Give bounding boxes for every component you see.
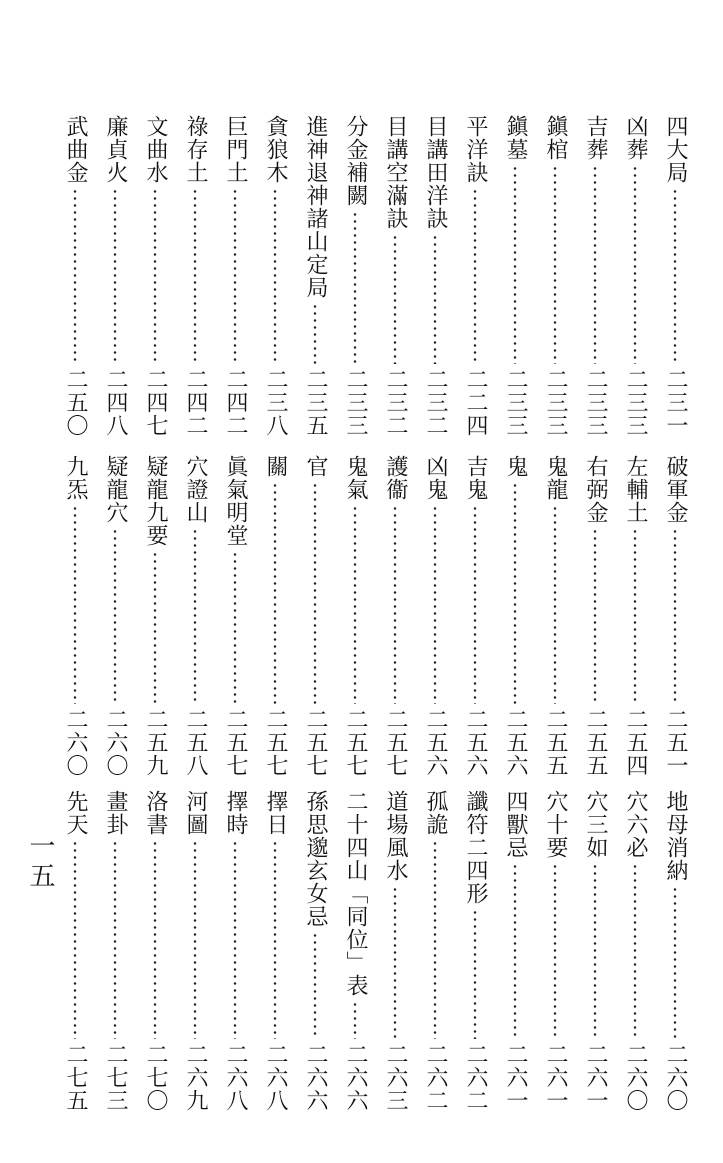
dot-leader [193, 840, 197, 1039]
toc-entry [176, 115, 215, 437]
toc-entry [176, 455, 215, 777]
toc-entry-page: 二六〇 [103, 708, 128, 777]
dot-leader [553, 863, 557, 1039]
toc-entry-page: 二五六 [423, 708, 448, 777]
toc-entry-page: 二六一 [503, 1043, 528, 1112]
toc-entry-title: 巨門土 [223, 115, 248, 184]
toc-entry-page: 二六二 [463, 1043, 488, 1112]
dot-leader [433, 505, 437, 704]
toc-entry [216, 455, 255, 777]
toc-entry-page: 二六二 [423, 1043, 448, 1112]
toc-entry-title: 穴三如 [583, 790, 608, 859]
dot-leader [553, 165, 557, 364]
dot-leader [233, 188, 237, 364]
toc-entry-page: 二五四 [623, 708, 648, 777]
toc-entry-page: 二五八 [183, 708, 208, 777]
dot-leader [73, 188, 77, 364]
toc-entry-page: 二三五 [303, 368, 328, 437]
toc-entry-page: 二三八 [263, 368, 288, 437]
toc-entry-title: 眞氣明堂 [223, 455, 248, 547]
toc-entry [616, 455, 655, 777]
toc-entry-title: 洛書 [143, 790, 168, 836]
toc-entry [576, 115, 615, 437]
toc-entry [136, 790, 175, 1112]
toc-entry [336, 455, 375, 777]
toc-entry [336, 790, 375, 1112]
dot-leader [273, 840, 277, 1039]
page-number: 一五 [25, 832, 55, 892]
dot-leader [153, 188, 157, 364]
toc-entry [176, 790, 215, 1112]
toc-entry-title: 地母消納 [663, 790, 688, 882]
toc-entry [376, 790, 415, 1112]
dot-leader [393, 886, 397, 1039]
toc-entry-page: 二七〇 [143, 1043, 168, 1112]
toc-entry-page: 二五七 [223, 708, 248, 777]
toc-entry [616, 115, 655, 437]
dot-leader [113, 188, 117, 364]
toc-block-lower [55, 790, 695, 1112]
toc-entry-page: 二六〇 [663, 1043, 688, 1112]
toc-entry-page: 二六八 [263, 1043, 288, 1112]
toc-entry [656, 455, 695, 777]
toc-entry-page: 二三二 [383, 368, 408, 437]
toc-entry-title: 四大局 [663, 115, 688, 184]
toc-entry-title: 疑龍九要 [143, 455, 168, 547]
toc-entry-page: 二四七 [143, 368, 168, 437]
dot-leader [473, 505, 477, 704]
toc-entry-page: 二七三 [103, 1043, 128, 1112]
toc-entry-title: 畫卦 [103, 790, 128, 836]
toc-entry-title: 分金補闕 [343, 115, 368, 207]
toc-entry [256, 455, 295, 777]
dot-leader [113, 840, 117, 1039]
toc-entry-title: 二十四山「同位」表 [343, 790, 368, 997]
toc-entry-title: 凶葬 [623, 115, 648, 161]
toc-entry [496, 790, 535, 1112]
toc-entry-title: 右弼金 [583, 455, 608, 524]
dot-leader [433, 840, 437, 1039]
toc-entry-title: 孤詭 [423, 790, 448, 836]
toc-entry-title: 穴十要 [543, 790, 568, 859]
toc-entry [416, 790, 455, 1112]
toc-entry [576, 455, 615, 777]
dot-leader [633, 528, 637, 704]
dot-leader [433, 234, 437, 364]
toc-entry-title: 文曲水 [143, 115, 168, 184]
toc-entry [536, 115, 575, 437]
toc-entry-page: 二三三 [503, 368, 528, 437]
toc-entry-page: 二二四 [463, 368, 488, 437]
toc-entry-title: 擇時 [223, 790, 248, 836]
toc-entry [96, 790, 135, 1112]
toc-entry-title: 鎭墓 [503, 115, 528, 161]
toc-entry-page: 二三三 [583, 368, 608, 437]
toc-entry-title: 九炁 [63, 455, 88, 501]
toc-entry [96, 115, 135, 437]
dot-leader [473, 188, 477, 364]
toc-entry [296, 455, 335, 777]
toc-entry-title: 河圖 [183, 790, 208, 836]
toc-entry-page: 二六〇 [63, 708, 88, 777]
toc-block-middle [55, 455, 695, 777]
dot-leader [233, 840, 237, 1039]
toc-entry-page: 二五五 [583, 708, 608, 777]
toc-entry-title: 孫思邈玄女忌 [303, 790, 328, 928]
toc-entry [256, 790, 295, 1112]
dot-leader [673, 188, 677, 364]
dot-leader [633, 863, 637, 1039]
toc-entry-title: 祿存土 [183, 115, 208, 184]
toc-entry-title: 武曲金 [63, 115, 88, 184]
toc-entry [296, 115, 335, 437]
toc-entry [376, 455, 415, 777]
toc-entry-title: 吉葬 [583, 115, 608, 161]
dot-leader [313, 932, 317, 1039]
toc-entry-title: 貪狼木 [263, 115, 288, 184]
toc-entry-title: 目講空滿訣 [383, 115, 408, 230]
dot-leader [113, 528, 117, 704]
dot-leader [353, 211, 357, 364]
toc-entry-title: 道場風水 [383, 790, 408, 882]
toc-entry-title: 穴六必 [623, 790, 648, 859]
toc-entry-page: 二三三 [623, 368, 648, 437]
dot-leader [73, 840, 77, 1039]
toc-entry [136, 455, 175, 777]
toc-entry-title: 廉貞火 [103, 115, 128, 184]
toc-entry [56, 115, 95, 437]
toc-entry-page: 二四二 [223, 368, 248, 437]
toc-entry [616, 790, 655, 1112]
dot-leader [313, 303, 317, 364]
toc-entry [136, 115, 175, 437]
dot-leader [273, 188, 277, 364]
dot-leader [353, 1001, 357, 1039]
toc-entry [336, 115, 375, 437]
dot-leader [353, 505, 357, 704]
toc-entry-page: 二三一 [663, 368, 688, 437]
dot-leader [273, 482, 277, 704]
dot-leader [153, 551, 157, 704]
toc-entry-title: 破軍金 [663, 455, 688, 524]
toc-entry [656, 790, 695, 1112]
toc-entry-page: 二三三 [543, 368, 568, 437]
dot-leader [193, 528, 197, 704]
toc-entry-page: 二六一 [543, 1043, 568, 1112]
toc-entry-page: 二五七 [263, 708, 288, 777]
toc-entry-title: 左輔土 [623, 455, 648, 524]
dot-leader [193, 188, 197, 364]
dot-leader [673, 886, 677, 1039]
toc-entry-page: 二六九 [183, 1043, 208, 1112]
toc-entry-page: 二五七 [343, 708, 368, 777]
toc-entry-title: 進神退神諸山定局 [303, 115, 328, 299]
toc-entry-page: 二五七 [303, 708, 328, 777]
toc-entry-page: 二五七 [383, 708, 408, 777]
toc-entry-page: 二五〇 [63, 368, 88, 437]
toc-entry [296, 790, 335, 1112]
toc-entry-title: 疑龍穴 [103, 455, 128, 524]
dot-leader [553, 505, 557, 704]
toc-entry-page: 二五六 [463, 708, 488, 777]
toc-entry [456, 115, 495, 437]
toc-block-upper [55, 115, 695, 437]
toc-entry-page: 二四二 [183, 368, 208, 437]
toc-entry-page: 二六三 [383, 1043, 408, 1112]
dot-leader [233, 551, 237, 704]
dot-leader [633, 165, 637, 364]
toc-entry [456, 455, 495, 777]
toc-entry-title: 鬼氣 [343, 455, 368, 501]
dot-leader [513, 482, 517, 704]
dot-leader [73, 505, 77, 704]
toc-entry-page: 二六一 [583, 1043, 608, 1112]
toc-entry-page: 二七五 [63, 1043, 88, 1112]
toc-entry [416, 115, 455, 437]
toc-entry [536, 790, 575, 1112]
toc-entry [496, 115, 535, 437]
toc-entry-title: 鬼龍 [543, 455, 568, 501]
toc-entry-title: 目講田洋訣 [423, 115, 448, 230]
dot-leader [393, 505, 397, 704]
dot-leader [313, 482, 317, 704]
toc-entry-title: 關 [263, 455, 288, 478]
dot-leader [593, 863, 597, 1039]
toc-entry-page: 二三三 [343, 368, 368, 437]
dot-leader [593, 528, 597, 704]
toc-entry [656, 115, 695, 437]
toc-entry-title: 護衞 [383, 455, 408, 501]
toc-entry-title: 四獸忌 [503, 790, 528, 859]
dot-leader [513, 165, 517, 364]
toc-entry-page: 二五九 [143, 708, 168, 777]
toc-entry [456, 790, 495, 1112]
dot-leader [593, 165, 597, 364]
dot-leader [513, 863, 517, 1039]
toc-entry-page: 二六六 [343, 1043, 368, 1112]
toc-entry-page: 二六六 [303, 1043, 328, 1112]
toc-entry-page: 二五六 [503, 708, 528, 777]
toc-entry [256, 115, 295, 437]
toc-entry [216, 115, 255, 437]
toc-entry-title: 鬼 [503, 455, 528, 478]
toc-entry-title: 穴證山 [183, 455, 208, 524]
toc-entry-page: 二五一 [663, 708, 688, 777]
toc-entry [216, 790, 255, 1112]
dot-leader [673, 528, 677, 704]
dot-leader [473, 909, 477, 1039]
toc-entry [416, 455, 455, 777]
toc-entry-page: 二三二 [423, 368, 448, 437]
toc-entry-title: 先天 [63, 790, 88, 836]
toc-entry-title: 鎭棺 [543, 115, 568, 161]
toc-entry-title: 吉鬼 [463, 455, 488, 501]
toc-entry [496, 455, 535, 777]
toc-entry [376, 115, 415, 437]
toc-entry-title: 官 [303, 455, 328, 478]
toc-entry-page: 二六八 [223, 1043, 248, 1112]
toc-entry-page: 二六〇 [623, 1043, 648, 1112]
toc-entry [56, 790, 95, 1112]
toc-entry-title: 平洋訣 [463, 115, 488, 184]
toc-entry-page: 二五五 [543, 708, 568, 777]
toc-entry [96, 455, 135, 777]
toc-entry [536, 455, 575, 777]
dot-leader [393, 234, 397, 364]
toc-entry [56, 455, 95, 777]
toc-entry-title: 讖符二四形 [463, 790, 488, 905]
dot-leader [153, 840, 157, 1039]
toc-entry-title: 擇日 [263, 790, 288, 836]
toc-entry-title: 凶鬼 [423, 455, 448, 501]
toc-entry-page: 二四八 [103, 368, 128, 437]
toc-entry [576, 790, 615, 1112]
